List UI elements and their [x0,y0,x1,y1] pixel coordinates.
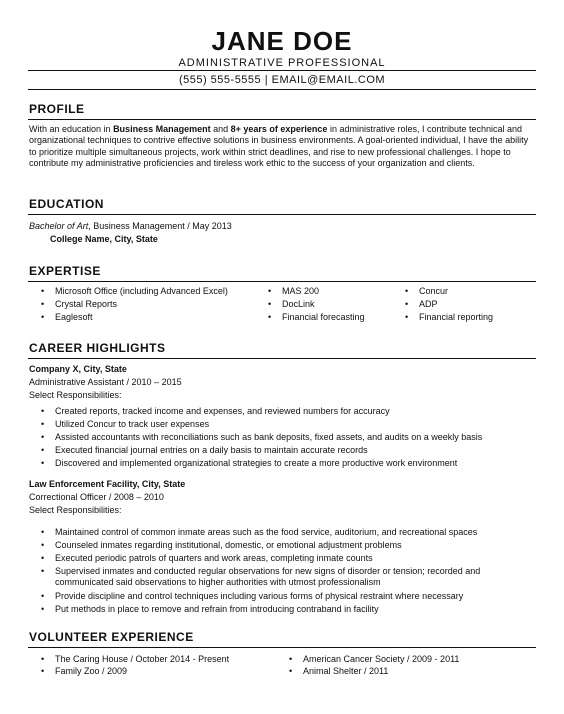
expertise-item: • ADP [405,299,438,309]
expertise-item: • Financial reporting [405,312,494,322]
profile-text: With an education in Business Management and 8+ years of experience in administrative roles, I contribute technical and organizational techniques to contrive effective solutions in business environments. A goal-oriented individual, I have the ability to prioritize multiple simultaneous projects, work within strict deadlines, and rise to new professional challenges. I hope to contribute my administrative proficiencies and tireless work ethic to the success of your organization and clients. [29,124,529,169]
job-responsibility: • Created reports, tracked income and expenses, and reviewed numbers for accuracy [41,406,390,416]
job-responsibility: • Counseled inmates regarding institutional, domestic, or emotional adjustment problems [41,540,402,550]
job-responsibility: • Maintained control of common inmate areas such as the food service, auditorium, and recreational spaces [41,527,478,537]
job-position: Correctional Officer / 2008 – 2010 [29,492,164,502]
expertise-item: • Microsoft Office (including Advanced Excel) [41,286,228,296]
career-heading: CAREER HIGHLIGHTS [29,341,166,355]
expertise-item: • DocLink [268,299,315,309]
volunteer-heading: VOLUNTEER EXPERIENCE [29,630,194,644]
job-responsibility: • Supervised inmates and conducted regular observations for new signs of disorder or tension; recorded and communicated said observations to higher authorities with utmost professionalism [41,566,481,587]
education-school: College Name, City, State [50,234,158,244]
job-responsibility: • Assisted accountants with reconciliations such as bank deposits, fixed assets, and audits on a weekly basis [41,432,483,442]
profile-heading: PROFILE [29,102,85,116]
expertise-item: • Financial forecasting [268,312,365,322]
header-rule-top [28,70,536,71]
expertise-item: • MAS 200 [268,286,320,296]
job-position: Administrative Assistant / 2010 – 2015 [29,377,182,387]
expertise-heading: EXPERTISE [29,264,101,278]
candidate-name: JANE DOE [211,26,353,56]
job-responsibilities-label: Select Responsibilities: [29,390,122,400]
volunteer-item: • Family Zoo / 2009 [41,666,128,676]
education-degree-line: Bachelor of Art, Business Management / May 2013 [29,221,232,231]
job-responsibilities-label: Select Responsibilities: [29,505,122,515]
job-company: Law Enforcement Facility, City, State [29,479,186,489]
expertise-item: • Eaglesoft [41,312,93,322]
job-responsibility: • Provide discipline and control techniques including various forms of physical restraint where necessary [41,591,464,601]
volunteer-item: • Animal Shelter / 2011 [289,666,389,676]
contact-line: (555) 555-5555 | EMAIL@EMAIL.COM [178,74,386,86]
expertise-item: • Concur [405,286,449,296]
candidate-role: ADMINISTRATIVE PROFESSIONAL [178,57,386,69]
job-responsibility: • Utilized Concur to track user expenses [41,419,210,429]
education-heading: EDUCATION [29,197,104,211]
career-rule [28,358,536,359]
volunteer-rule [28,647,536,648]
profile-rule [28,119,536,120]
volunteer-item: • The Caring House / October 2014 - Present [41,654,230,664]
header-rule-bottom [28,89,536,90]
job-responsibility: • Put methods in place to remove and refrain from introducing contraband in facility [41,604,379,614]
job-company: Company X, City, State [29,364,127,374]
job-responsibility: • Discovered and implemented organizational strategies to create a more productive work environment [41,458,458,468]
expertise-rule [28,281,536,282]
education-rule [28,214,536,215]
expertise-item: • Crystal Reports [41,299,118,309]
job-responsibility: • Executed financial journal entries on a daily basis to maintain accurate records [41,445,368,455]
volunteer-item: • American Cancer Society / 2009 - 2011 [289,654,460,664]
job-responsibility: • Executed periodic patrols of quarters and work areas, completing inmate counts [41,553,373,563]
